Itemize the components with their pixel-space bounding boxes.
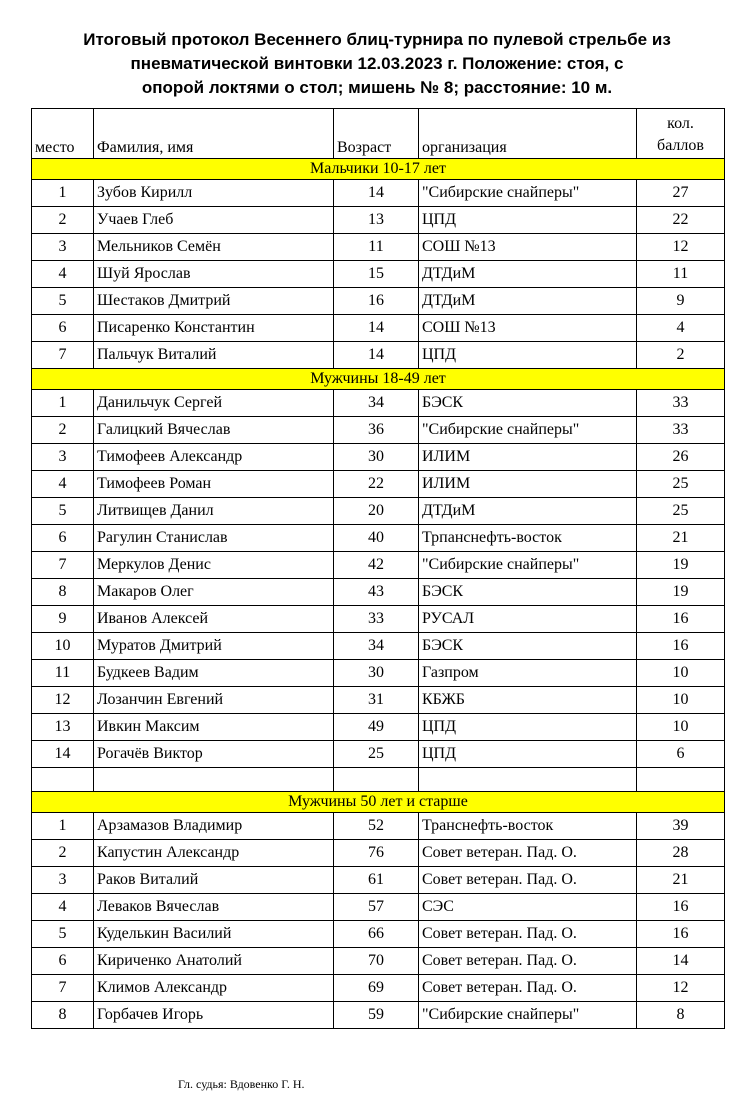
name-cell: Муратов Дмитрий [94, 633, 334, 660]
org-cell: "Сибирские снайперы" [419, 552, 637, 579]
points-cell: 21 [637, 867, 725, 894]
name-cell: Раков Виталий [94, 867, 334, 894]
points-cell: 6 [637, 741, 725, 768]
table-row [32, 894, 725, 921]
header-row [32, 109, 725, 159]
table-row [32, 948, 725, 975]
name-cell: Меркулов Денис [94, 552, 334, 579]
table-row [32, 867, 725, 894]
place-cell: 5 [32, 498, 94, 525]
group-header-row [32, 792, 725, 813]
place-cell: 3 [32, 867, 94, 894]
place-cell: 4 [32, 261, 94, 288]
name-cell: Климов Александр [94, 975, 334, 1002]
title-line-1: Итоговый протокол Весеннего блиц-турнира по пулевой стрельбе из [83, 30, 671, 49]
name-cell: Тимофеев Роман [94, 471, 334, 498]
age-cell: 22 [334, 471, 419, 498]
header-points-line2: баллов [657, 137, 704, 154]
age-cell: 57 [334, 894, 419, 921]
title-line-2: пневматической винтовки 12.03.2023 г. Положение: стоя, с [130, 54, 624, 73]
age-cell: 11 [334, 234, 419, 261]
points-cell: 16 [637, 921, 725, 948]
place-cell: 4 [32, 894, 94, 921]
table-row [32, 390, 725, 417]
header-place: место [32, 109, 94, 159]
place-cell: 1 [32, 180, 94, 207]
name-cell: Учаев Глеб [94, 207, 334, 234]
points-cell: 11 [637, 261, 725, 288]
table-row [32, 714, 725, 741]
protocol-title [0, 28, 754, 100]
empty-cell [419, 768, 637, 792]
name-cell: Галицкий Вячеслав [94, 417, 334, 444]
place-cell: 5 [32, 921, 94, 948]
table-row [32, 741, 725, 768]
group-title: Мальчики 10-17 лет [32, 159, 725, 180]
points-cell: 25 [637, 471, 725, 498]
age-cell: 14 [334, 180, 419, 207]
header-points [637, 109, 725, 159]
org-cell: Газпром [419, 660, 637, 687]
age-cell: 70 [334, 948, 419, 975]
points-cell: 10 [637, 687, 725, 714]
points-cell: 19 [637, 579, 725, 606]
place-cell: 3 [32, 234, 94, 261]
points-cell: 33 [637, 417, 725, 444]
points-cell: 22 [637, 207, 725, 234]
name-cell: Рагулин Станислав [94, 525, 334, 552]
age-cell: 76 [334, 840, 419, 867]
points-cell: 19 [637, 552, 725, 579]
name-cell: Куделькин Василий [94, 921, 334, 948]
org-cell: "Сибирские снайперы" [419, 1002, 637, 1029]
name-cell: Иванов Алексей [94, 606, 334, 633]
name-cell: Зубов Кирилл [94, 180, 334, 207]
org-cell: СОШ №13 [419, 315, 637, 342]
table-row [32, 444, 725, 471]
name-cell: Горбачев Игорь [94, 1002, 334, 1029]
table-row [32, 579, 725, 606]
name-cell: Арзамазов Владимир [94, 813, 334, 840]
age-cell: 16 [334, 288, 419, 315]
name-cell: Тимофеев Александр [94, 444, 334, 471]
place-cell: 1 [32, 813, 94, 840]
empty-cell [32, 768, 94, 792]
place-cell: 3 [32, 444, 94, 471]
age-cell: 25 [334, 741, 419, 768]
age-cell: 43 [334, 579, 419, 606]
age-cell: 14 [334, 342, 419, 369]
age-cell: 34 [334, 633, 419, 660]
name-cell: Шестаков Дмитрий [94, 288, 334, 315]
age-cell: 30 [334, 660, 419, 687]
table-row [32, 207, 725, 234]
org-cell: Совет ветеран. Пад. О. [419, 948, 637, 975]
org-cell: Совет ветеран. Пад. О. [419, 840, 637, 867]
place-cell: 5 [32, 288, 94, 315]
table-row [32, 660, 725, 687]
empty-row [32, 768, 725, 792]
org-cell: Совет ветеран. Пад. О. [419, 921, 637, 948]
points-cell: 4 [637, 315, 725, 342]
empty-cell [334, 768, 419, 792]
age-cell: 59 [334, 1002, 419, 1029]
name-cell: Макаров Олег [94, 579, 334, 606]
place-cell: 12 [32, 687, 94, 714]
age-cell: 36 [334, 417, 419, 444]
empty-cell [637, 768, 725, 792]
place-cell: 6 [32, 315, 94, 342]
place-cell: 2 [32, 207, 94, 234]
org-cell: ЦПД [419, 741, 637, 768]
place-cell: 13 [32, 714, 94, 741]
org-cell: ЦПД [419, 207, 637, 234]
age-cell: 52 [334, 813, 419, 840]
table-row [32, 342, 725, 369]
place-cell: 7 [32, 342, 94, 369]
place-cell: 6 [32, 525, 94, 552]
points-cell: 14 [637, 948, 725, 975]
table-row [32, 180, 725, 207]
age-cell: 34 [334, 390, 419, 417]
place-cell: 2 [32, 417, 94, 444]
table-row [32, 552, 725, 579]
points-cell: 28 [637, 840, 725, 867]
points-cell: 10 [637, 714, 725, 741]
org-cell: СОШ №13 [419, 234, 637, 261]
org-cell: ИЛИМ [419, 444, 637, 471]
points-cell: 39 [637, 813, 725, 840]
table-row [32, 633, 725, 660]
org-cell: ИЛИМ [419, 471, 637, 498]
table-row [32, 921, 725, 948]
header-org: организация [419, 109, 637, 159]
place-cell: 7 [32, 552, 94, 579]
points-cell: 33 [637, 390, 725, 417]
org-cell: БЭСК [419, 579, 637, 606]
header-name: Фамилия, имя [94, 109, 334, 159]
results-table [31, 108, 725, 1029]
table-row [32, 975, 725, 1002]
age-cell: 66 [334, 921, 419, 948]
title-line-3: опорой локтями о стол; мишень № 8; расстояние: 10 м. [141, 78, 613, 97]
place-cell: 8 [32, 1002, 94, 1029]
place-cell: 11 [32, 660, 94, 687]
place-cell: 9 [32, 606, 94, 633]
name-cell: Леваков Вячеслав [94, 894, 334, 921]
name-cell: Шуй Ярослав [94, 261, 334, 288]
name-cell: Мельников Семён [94, 234, 334, 261]
place-cell: 1 [32, 390, 94, 417]
table-row [32, 606, 725, 633]
table-row [32, 813, 725, 840]
place-cell: 14 [32, 741, 94, 768]
place-cell: 8 [32, 579, 94, 606]
name-cell: Кириченко Анатолий [94, 948, 334, 975]
name-cell: Литвищев Данил [94, 498, 334, 525]
age-cell: 14 [334, 315, 419, 342]
name-cell: Капустин Александр [94, 840, 334, 867]
org-cell: КБЖБ [419, 687, 637, 714]
points-cell: 27 [637, 180, 725, 207]
age-cell: 61 [334, 867, 419, 894]
table-row [32, 471, 725, 498]
org-cell: Совет ветеран. Пад. О. [419, 975, 637, 1002]
age-cell: 33 [334, 606, 419, 633]
table-row [32, 417, 725, 444]
org-cell: ДТДиМ [419, 288, 637, 315]
age-cell: 13 [334, 207, 419, 234]
chief-judge: Гл. судья: Вдовенко Г. Н. [178, 1077, 305, 1091]
place-cell: 6 [32, 948, 94, 975]
name-cell: Рогачёв Виктор [94, 741, 334, 768]
table-row [32, 1002, 725, 1029]
age-cell: 42 [334, 552, 419, 579]
age-cell: 31 [334, 687, 419, 714]
table-row [32, 315, 725, 342]
name-cell: Данильчук Сергей [94, 390, 334, 417]
points-cell: 16 [637, 894, 725, 921]
org-cell: СЭС [419, 894, 637, 921]
header-age: Возраст [334, 109, 419, 159]
name-cell: Писаренко Константин [94, 315, 334, 342]
org-cell: БЭСК [419, 633, 637, 660]
points-cell: 12 [637, 975, 725, 1002]
place-cell: 10 [32, 633, 94, 660]
age-cell: 40 [334, 525, 419, 552]
place-cell: 2 [32, 840, 94, 867]
org-cell: ДТДиМ [419, 498, 637, 525]
points-cell: 26 [637, 444, 725, 471]
org-cell: Совет ветеран. Пад. О. [419, 867, 637, 894]
group-header-row [32, 159, 725, 180]
points-cell: 16 [637, 606, 725, 633]
table-row [32, 525, 725, 552]
points-cell: 8 [637, 1002, 725, 1029]
place-cell: 7 [32, 975, 94, 1002]
org-cell: БЭСК [419, 390, 637, 417]
org-cell: ДТДиМ [419, 261, 637, 288]
age-cell: 15 [334, 261, 419, 288]
age-cell: 30 [334, 444, 419, 471]
table-row [32, 288, 725, 315]
org-cell: "Сибирские снайперы" [419, 180, 637, 207]
results-body [32, 159, 725, 1029]
table-row [32, 687, 725, 714]
points-cell: 10 [637, 660, 725, 687]
points-cell: 12 [637, 234, 725, 261]
points-cell: 2 [637, 342, 725, 369]
org-cell: ЦПД [419, 714, 637, 741]
age-cell: 69 [334, 975, 419, 1002]
age-cell: 20 [334, 498, 419, 525]
table-row [32, 840, 725, 867]
org-cell: ЦПД [419, 342, 637, 369]
empty-cell [94, 768, 334, 792]
group-header-row [32, 369, 725, 390]
table-row [32, 498, 725, 525]
name-cell: Ивкин Максим [94, 714, 334, 741]
place-cell: 4 [32, 471, 94, 498]
points-cell: 16 [637, 633, 725, 660]
table-row [32, 261, 725, 288]
name-cell: Будкеев Вадим [94, 660, 334, 687]
group-title: Мужчины 50 лет и старше [32, 792, 725, 813]
table-row [32, 234, 725, 261]
header-points-line1: кол. [667, 115, 694, 132]
age-cell: 49 [334, 714, 419, 741]
name-cell: Пальчук Виталий [94, 342, 334, 369]
name-cell: Лозанчин Евгений [94, 687, 334, 714]
org-cell: Трпанснефть-восток [419, 525, 637, 552]
points-cell: 21 [637, 525, 725, 552]
org-cell: "Сибирские снайперы" [419, 417, 637, 444]
org-cell: РУСАЛ [419, 606, 637, 633]
org-cell: Транснефть-восток [419, 813, 637, 840]
points-cell: 25 [637, 498, 725, 525]
group-title: Мужчины 18-49 лет [32, 369, 725, 390]
points-cell: 9 [637, 288, 725, 315]
